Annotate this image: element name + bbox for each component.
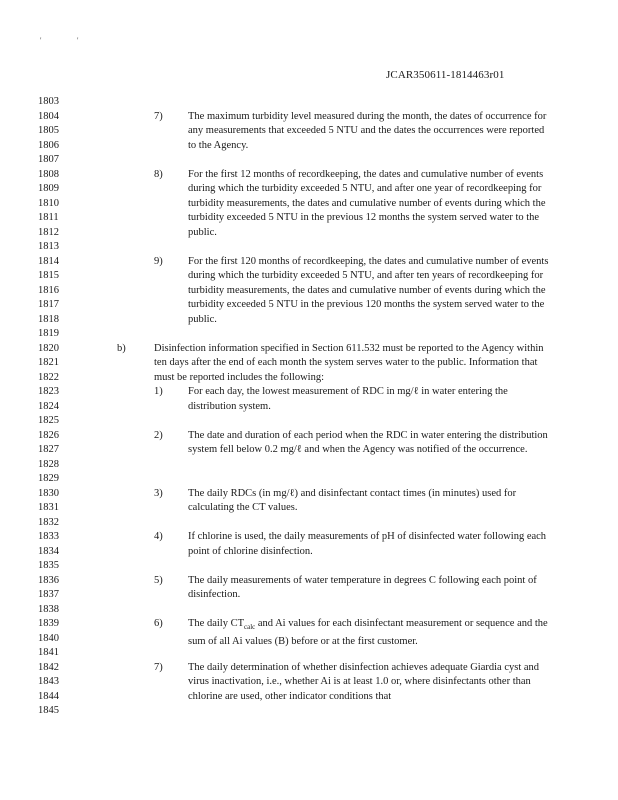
line-number: 1817: [38, 299, 59, 310]
line-number: 1813: [38, 241, 59, 252]
line-number: 1832: [38, 516, 59, 528]
item-label: 4): [154, 531, 163, 542]
item-text: For the first 12 months of recordkeeping, the dates and cumulative number of events during which the turbidity exceeded 5 NTU, and after one year of recordkeeping for turbidity measurements, the dates and cumulative number of events during which the turbidity exceeded 5 NTU in the previous 12 months the system served water to the public.: [188, 168, 546, 238]
item-label: 9): [154, 255, 163, 267]
line-number: 1806: [38, 139, 59, 151]
item-text: The maximum turbidity level measured during the month, the dates of occurrence for any measurements that exceeded 5 NTU and the dates the occurrences were reported to the Agency.: [188, 110, 547, 151]
line-number: 1822: [38, 371, 59, 383]
line-number: 1820: [38, 342, 59, 354]
line-number: 1823: [38, 386, 59, 397]
item-text: The date and duration of each period when the RDC in water entering the distribution system fell below 0.2 mg/ℓ and when the Agency was notified of the occurrence.: [188, 429, 548, 455]
line-number: 1805: [38, 125, 59, 136]
line-number: 1825: [38, 415, 59, 426]
line-number: 1843: [38, 676, 59, 687]
line-number: 1807: [38, 154, 59, 165]
line-number: 1824: [38, 400, 59, 412]
line-number: 1811: [38, 212, 59, 223]
line-number: 1836: [38, 574, 59, 586]
line-number: 1844: [38, 690, 59, 702]
item-text: [188, 617, 553, 649]
line-number: 1839: [38, 618, 59, 629]
item-text: For the first 120 months of recordkeeping, the dates and cumulative number of events during which the turbidity exceeded 5 NTU, and after ten years of recordkeeping for turbidity measurements, the dates and cumulative number of events during which the turbidity exceeded 5 NTU in the previous 120 months the system served water to the public.: [188, 255, 549, 325]
line-number: 1841: [38, 647, 59, 658]
line-number: 1809: [38, 183, 59, 194]
line-number: 1821: [38, 357, 59, 368]
item-label: 6): [154, 618, 163, 629]
line-number: 1828: [38, 458, 59, 470]
item-label: 5): [154, 574, 163, 586]
item-label: 7): [154, 110, 163, 122]
ct-subscript: calc: [244, 623, 256, 632]
item-text: The daily measurements of water temperature in degrees C following each point of disinfection.: [188, 574, 537, 600]
item-label: 2): [154, 429, 163, 441]
line-number: 1829: [38, 473, 59, 484]
line-number: 1819: [38, 328, 59, 339]
line-number: 1835: [38, 560, 59, 571]
line-number: 1833: [38, 531, 59, 542]
line-number: 1827: [38, 444, 59, 455]
line-number: 1826: [38, 429, 59, 441]
line-number: 1840: [38, 632, 59, 644]
line-number-column: [38, 95, 68, 719]
subsection-text: Disinfection information specified in Section 611.532 must be reported to the Agency within ten days after the end of each month the system serves water to the public. Information that must be reported includes the following:: [154, 342, 544, 383]
line-number: 1808: [38, 168, 59, 180]
line-number: 1812: [38, 226, 59, 238]
line-number: 1831: [38, 502, 59, 513]
item-text: The daily determination of whether disinfection achieves adequate Giardia cyst and virus inactivation, i.e., whether Ai is at least 1.0 or, where disinfectants other than chlorine are used, other indicator conditions that: [188, 661, 540, 702]
line-number: 1804: [38, 110, 59, 122]
item-text-pre: The daily CT: [188, 618, 244, 629]
line-number: 1816: [38, 284, 59, 296]
line-number: 1845: [38, 705, 59, 716]
line-number: 1830: [38, 487, 59, 499]
document-id: JCAR350611-1814463r01: [386, 69, 505, 81]
item-text-post: and Ai values for each disinfectant measurement or sequence and the sum of all Ai values (B) before or at the first customer.: [188, 618, 548, 647]
line-number: 1803: [38, 96, 59, 107]
line-number: 1818: [38, 313, 59, 325]
item-text: The daily RDCs (in mg/ℓ) and disinfectant contact times (in minutes) used for calculating the CT values.: [188, 487, 517, 513]
subsection-label: b): [117, 342, 126, 354]
line-number: 1834: [38, 545, 59, 557]
line-number: 1837: [38, 589, 59, 600]
line-number: 1815: [38, 270, 59, 281]
line-number: 1814: [38, 255, 59, 267]
item-text: If chlorine is used, the daily measurements of pH of disinfected water following each point of chlorine disinfection.: [188, 531, 547, 557]
item-text: For each day, the lowest measurement of RDC in mg/ℓ in water entering the distribution system.: [188, 386, 508, 412]
item-label: 1): [154, 386, 163, 397]
line-number: 1842: [38, 661, 59, 673]
item-label: 3): [154, 487, 163, 499]
item-label: 7): [154, 661, 163, 673]
line-number: 1838: [38, 603, 59, 615]
stray-mark: ': [40, 36, 42, 45]
line-number: 1810: [38, 197, 59, 209]
stray-mark: ': [77, 36, 79, 45]
item-label: 8): [154, 168, 163, 180]
